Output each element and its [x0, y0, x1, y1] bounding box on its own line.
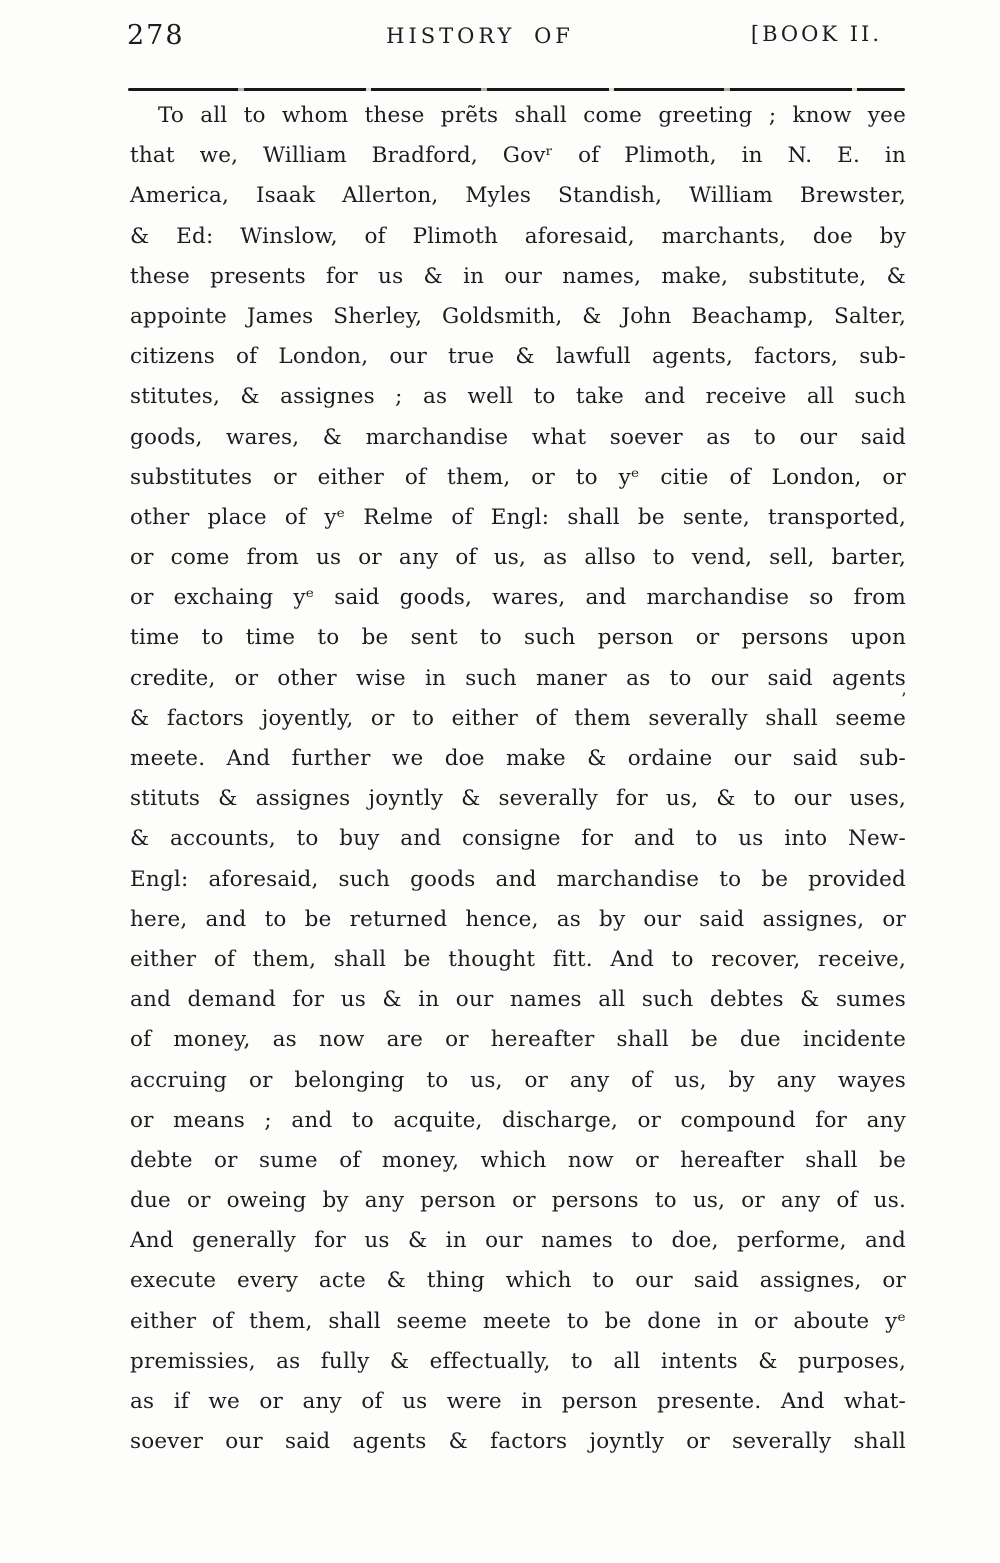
text-line: & Ed: Winslow, of Plimoth aforesaid, marchants, doe by	[130, 223, 906, 249]
text-line: substitutes or either of them, or to yᵉ citie of London, or	[130, 464, 906, 490]
running-head-title: HISTORY OF	[386, 24, 574, 48]
text-line: here, and to be returned hence, as by our said assignes, or	[130, 906, 906, 932]
page-number: 278	[127, 20, 185, 51]
text-line: citizens of London, our true & lawfull agents, factors, sub-	[130, 344, 906, 370]
text-line: Engl: aforesaid, such goods and marchandise to be provided	[130, 866, 906, 892]
text-line: accruing or belonging to us, or any of us, by any wayes	[130, 1067, 906, 1093]
text-line: debte or sume of money, which now or hereafter shall be	[130, 1147, 906, 1173]
text-line: that we, William Bradford, Govʳ of Plimoth, in N. E. in	[130, 143, 906, 169]
text-line: America, Isaak Allerton, Myles Standish, William Brewster,	[130, 183, 906, 209]
page-body	[130, 96, 906, 1462]
header-rule	[128, 88, 905, 91]
text-line: either of them, shall be thought fitt. And to recover, receive,	[130, 946, 906, 972]
text-line: due or oweing by any person or persons to us, or any of us.	[130, 1188, 906, 1214]
text-line: appointe James Sherley, Goldsmith, & John Beachamp, Salter,	[130, 303, 906, 329]
text-line: or means ; and to acquite, discharge, or compound for any	[130, 1107, 906, 1133]
text-line: stitutes, & assignes ; as well to take and receive all such	[130, 384, 906, 410]
text-line: soever our said agents & factors joyntly or severally shall	[130, 1429, 906, 1455]
text-line: and demand for us & in our names all such debtes & sumes	[130, 987, 906, 1013]
text-line: other place of yᵉ Relme of Engl: shall be sente, transported,	[130, 504, 906, 530]
text-line: & accounts, to buy and consigne for and to us into New-	[130, 826, 906, 852]
running-head	[0, 18, 1000, 60]
text-line: goods, wares, & marchandise what soever as to our said	[130, 424, 906, 450]
text-line: either of them, shall seeme meete to be done in or aboute yᵉ	[130, 1308, 906, 1334]
text-line: or exchaing yᵉ said goods, wares, and marchandise so from	[130, 585, 906, 611]
text-line: To all to whom these prẽts shall come greeting ; know yee	[158, 103, 906, 128]
text-line: of money, as now are or hereafter shall be due incidente	[130, 1027, 906, 1053]
running-head-book-label: [BOOK II.	[750, 22, 882, 46]
text-line: execute every acte & thing which to our said assignes, or	[130, 1268, 906, 1294]
margin-scan-speck: ’	[901, 690, 907, 710]
text-line: or come from us or any of us, as allso to vend, sell, barter,	[130, 545, 906, 571]
text-line: And generally for us & in our names to doe, performe, and	[130, 1228, 906, 1254]
text-line: these presents for us & in our names, make, substitute, &	[130, 263, 906, 289]
text-line: as if we or any of us were in person presente. And what-	[130, 1389, 906, 1414]
text-line: stituts & assignes joyntly & severally for us, & to our uses,	[130, 786, 906, 812]
text-line: & factors joyently, or to either of them severally shall seeme	[130, 705, 906, 731]
text-line: time to time to be sent to such person or persons upon	[130, 625, 906, 651]
text-line: credite, or other wise in such maner as to our said agents	[130, 665, 906, 691]
text-line: premissies, as fully & effectually, to all intents & purposes,	[130, 1348, 906, 1374]
text-line: meete. And further we doe make & ordaine our said sub-	[130, 746, 906, 771]
